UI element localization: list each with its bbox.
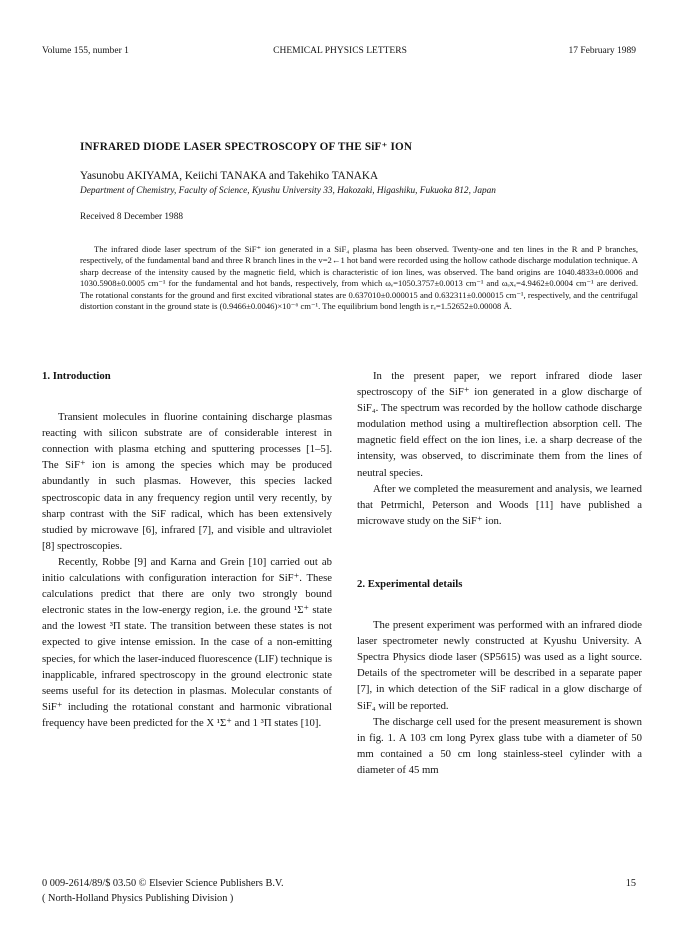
section-heading-experimental: 2. Experimental details [357,577,463,590]
journal-name: CHEMICAL PHYSICS LETTERS [273,46,407,56]
page-number: 15 [625,878,636,889]
paragraph: In the present paper, we report infrared diode laser spectroscopy of the SiF⁺ ion generated in a glow discharge of SiF₄. The spectrum was recorded by the hollow cathode discharge modulation method using a multireflection absorption cell. The magnetic field effect on the ion lines, i.e. a sharp decrease of the intensity, was observed, to discriminate them from the lines of neutral species. [357,370,642,479]
issue-date: 17 February 1989 [568,46,636,56]
left-column [42,368,332,731]
abstract [80,244,638,312]
article-title: INFRARED DIODE LASER SPECTROSCOPY OF THE SiF⁺ ION [80,141,413,153]
copyright-line: 0 009-2614/89/$ 03.50 © Elsevier Science Publishers B.V. [42,878,284,889]
paragraph: The discharge cell used for the present measurement is shown in fig. 1. A 103 cm long Pyrex glass tube with a diameter of 50 mm contained a 50 cm long stainless-steel cylinder with a diameter of 45 mm [357,715,642,776]
received-date: Received 8 December 1988 [80,212,183,222]
paragraph: Recently, Robbe [9] and Karna and Grein [10] carried out ab initio calculations with configuration interaction for SiF⁺. These calculations predict that there are only two strongly bound electronic states in the low-energy region, i.e. the ground ¹Σ⁺ state and the lowest ³Π state. The transition between these states is not expected to give intense emission. In the case of a non-emitting species, for which the laser-induced fluorescence (LIF) technique is inapplicable, infrared spectroscopy in the ground electronic state seems useful for its detection in plasmas. Molecular constants of SiF⁺ including the rotational constant and harmonic vibrational frequency have been predicted for the X ¹Σ⁺ and 1 ³Π states [10]. [42,555,332,729]
article-authors: Yasunobu AKIYAMA, Keiichi TANAKA and Takehiko TANAKA [80,170,379,182]
publisher-division: ( North-Holland Physics Publishing Division ) [42,893,234,904]
right-column [357,368,642,778]
volume-number: Volume 155, number 1 [42,46,129,56]
paragraph: Transient molecules in fluorine containing discharge plasmas reacting with silicon substrate are of considerable interest in connection with plasma etching and sputtering processes [1–5]. The SiF⁺ ion is among the species which may be produced abundantly in such plasmas. However, this species lacked spectroscopic data in any frequency region until very recently, by sharp contrast with the SiF radical, which has been extensively studied by microwave [6], infrared [7], and visible and ultraviolet [8] spectroscopies. [42,411,332,552]
publisher-footer [42,876,284,906]
paragraph: After we completed the measurement and analysis, we learned that Petrmichl, Peterson and Woods [11] have published a microwave study on the SiF⁺ ion. [357,482,642,527]
paragraph: The present experiment was performed with an infrared diode laser spectrometer newly constructed at Kyushu University. A Spectra Physics diode laser (SP5615) was used as a light source. Details of the spectrometer will be described in a separate paper [7], in which detection of the SiF radical in a glow discharge of SiF₄ will be reported. [357,619,642,712]
section-heading-introduction: 1. Introduction [42,370,111,382]
author-affiliation: Department of Chemistry, Faculty of Science, Kyushu University 33, Hakozaki, Higashiku, Fukuoka 812, Japan [80,186,496,196]
abstract-text: The infrared diode laser spectrum of the SiF⁺ ion generated in a SiF₄ plasma has been observed. Twenty-one and ten lines in the R and P branches, respectively, of the fundamental band and three R branch lines in the v=2←1 hot band were recorded using the hollow cathode discharge modulation technique. A sharp decrease of the intensity caused by the magnetic field, which is characteristic of ion lines, was observed. The band origins are 1040.4833±0.0006 and 1030.5908±0.0005 cm⁻¹ for the fundamental and hot bands, respectively, from which ωₑ=1050.3757±0.0013 cm⁻¹ and ωₑxₑ=4.9462±0.0004 cm⁻¹ are derived. The rotational constants for the ground and first excited vibrational states are 0.637010±0.000015 and 0.632311±0.000015 cm⁻¹, respectively, and the centrifugal distortion constant in the ground state is (0.9466±0.0046)×10⁻⁶ cm⁻¹. The equilibrium bond length is rₑ=1.52652±0.00008 Å. [80,244,638,312]
